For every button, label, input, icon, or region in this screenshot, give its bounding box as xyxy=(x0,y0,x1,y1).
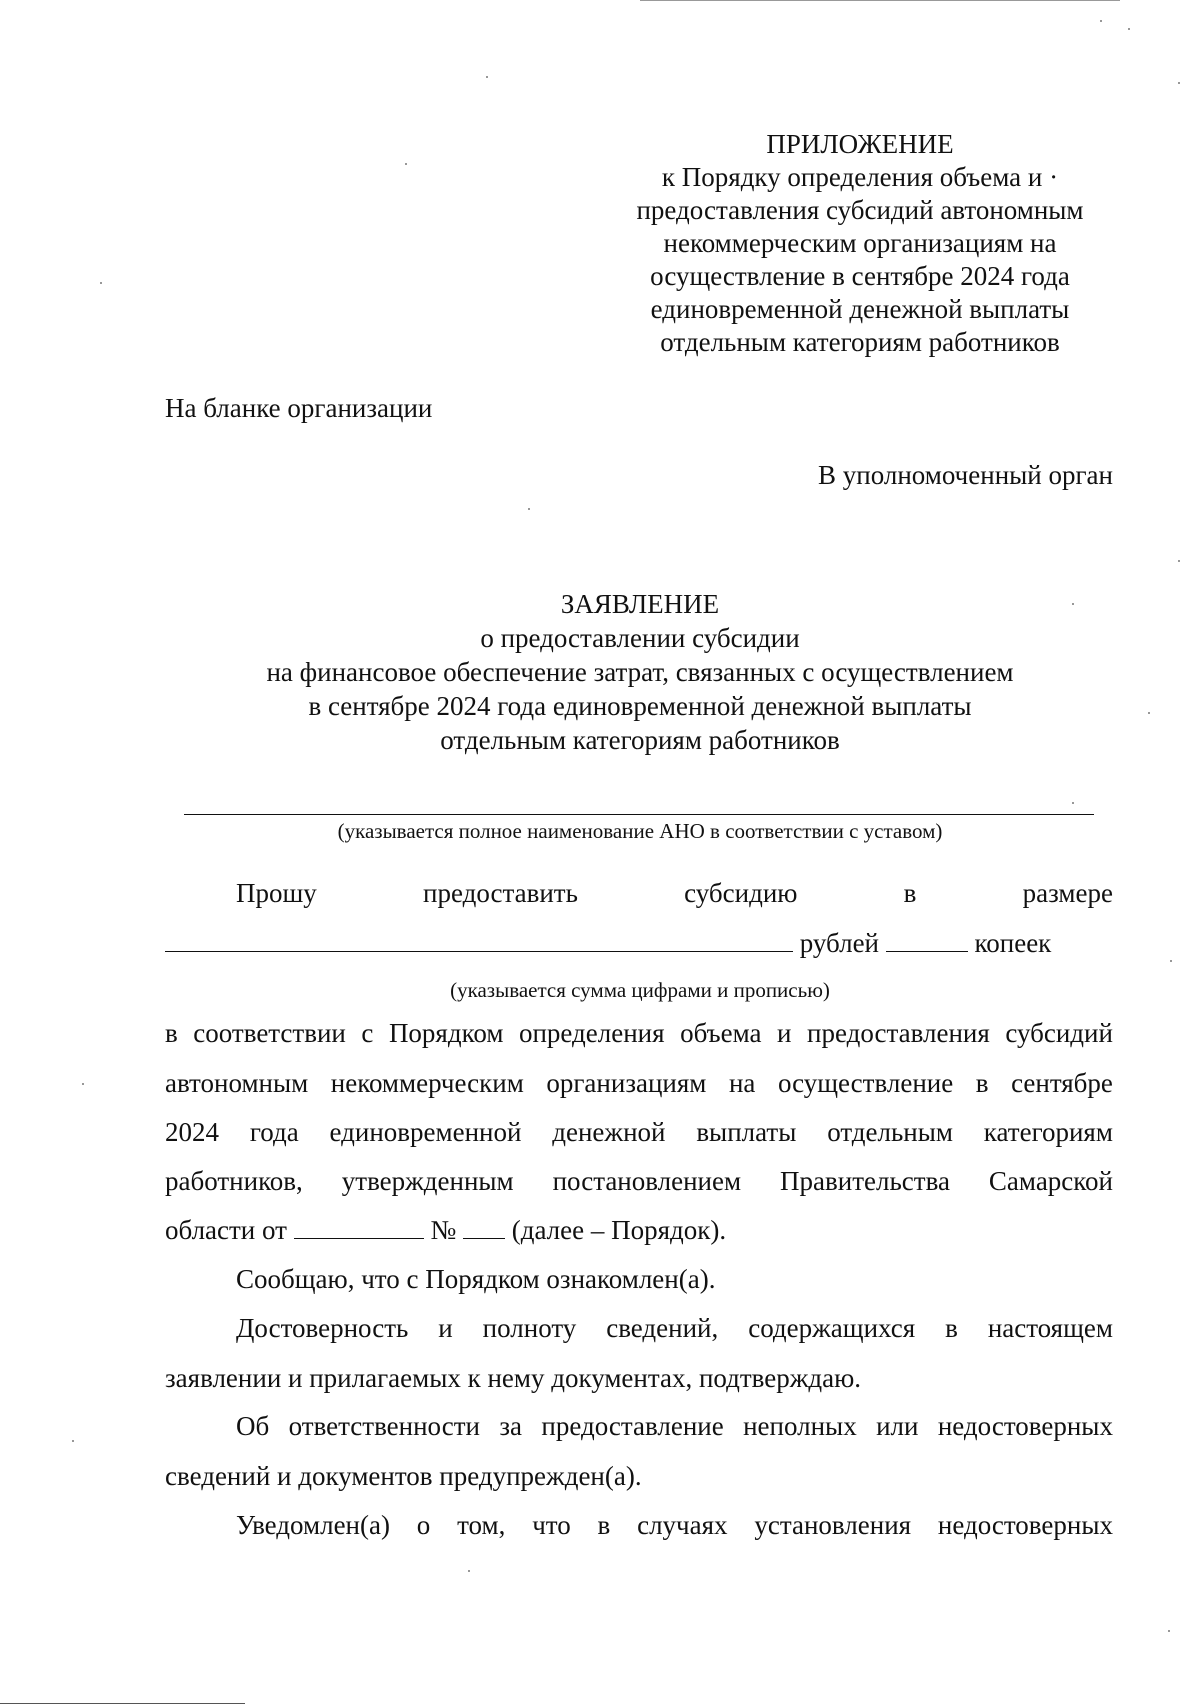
org-name-blank-line[interactable] xyxy=(184,814,1094,815)
scan-speck xyxy=(1072,802,1074,804)
appendix-line: к Порядку определения объема и · xyxy=(661,162,1059,192)
scan-speck xyxy=(486,76,488,78)
word: некоммерческим xyxy=(330,1068,524,1098)
scan-speck xyxy=(100,282,102,284)
scan-speck xyxy=(1148,712,1150,714)
org-name-hint: (указывается полное наименование АНО в соответствии с уставом) xyxy=(337,819,943,843)
word: Уведомлен(а) xyxy=(236,1510,390,1540)
word: работников, xyxy=(165,1166,303,1196)
word: предоставление xyxy=(541,1411,724,1441)
paragraph-line xyxy=(165,1018,1113,1049)
word: автономным xyxy=(165,1068,309,1098)
word: о xyxy=(416,1510,431,1540)
paragraph-line xyxy=(165,1068,1113,1099)
scan-speck xyxy=(1100,20,1102,22)
decree-date-blank[interactable] xyxy=(294,1216,424,1239)
scan-speck xyxy=(528,508,530,510)
word: или xyxy=(876,1411,919,1441)
appendix-header xyxy=(600,128,1120,359)
word: и xyxy=(438,1313,453,1343)
paragraph-line: заявлении и прилагаемых к нему документах, подтверждаю. xyxy=(165,1363,862,1393)
scan-speck xyxy=(1170,960,1172,962)
word: отдельным xyxy=(827,1117,953,1147)
kopecks-label: копеек xyxy=(974,928,1052,958)
word: соответствии xyxy=(193,1018,346,1048)
request-line xyxy=(236,878,1113,909)
word: Правительства xyxy=(780,1166,950,1196)
word: случаях xyxy=(637,1510,728,1540)
word: установления xyxy=(754,1510,912,1540)
appendix-line: отдельным категориям работников xyxy=(660,327,1060,357)
request-word: Прошу xyxy=(236,878,317,908)
scan-speck xyxy=(72,1440,74,1442)
word: ответственности xyxy=(288,1411,480,1441)
word: постановлением xyxy=(552,1166,742,1196)
paragraph-line xyxy=(236,1313,1113,1344)
scan-edge-bottom xyxy=(0,1703,245,1704)
number-sign: № xyxy=(430,1215,457,1245)
word: 2024 xyxy=(165,1117,219,1147)
scan-speck xyxy=(405,163,407,165)
word: осуществление xyxy=(777,1068,954,1098)
word: недостоверных xyxy=(937,1411,1113,1441)
word: в xyxy=(165,1018,178,1048)
request-word: субсидию xyxy=(684,878,798,908)
word: Об xyxy=(236,1411,270,1441)
word: на xyxy=(728,1068,756,1098)
word: сентябре xyxy=(1011,1068,1113,1098)
letterhead-note: На бланке организации xyxy=(165,393,433,423)
decree-suffix: (далее – Порядок). xyxy=(511,1215,727,1245)
word: полноту xyxy=(482,1313,577,1343)
scan-speck xyxy=(1128,28,1130,30)
word: утвержденным xyxy=(341,1166,514,1196)
word: объема xyxy=(680,1018,762,1048)
appendix-line: предоставления субсидий автономным xyxy=(636,195,1084,225)
appendix-line: некоммерческим организациям на xyxy=(663,228,1057,258)
request-word: размере xyxy=(1022,878,1113,908)
word: в xyxy=(975,1068,989,1098)
amount-line xyxy=(165,928,1051,959)
paragraph-line: сведений и документов предупрежден(а). xyxy=(165,1461,642,1491)
word: Достоверность xyxy=(236,1313,409,1343)
decree-prefix: области от xyxy=(165,1215,287,1245)
word: за xyxy=(499,1411,522,1441)
word: и xyxy=(777,1018,792,1048)
word: неполных xyxy=(743,1411,857,1441)
appendix-title: ПРИЛОЖЕНИЕ xyxy=(766,129,954,159)
statement-title-block xyxy=(0,587,1200,757)
scan-speck xyxy=(468,1570,470,1572)
addressee: В уполномоченный орган xyxy=(818,460,1113,490)
word: с xyxy=(361,1018,374,1048)
paragraph-line xyxy=(165,1117,1113,1148)
word: выплаты xyxy=(696,1117,797,1147)
word: недостоверных xyxy=(937,1510,1113,1540)
word: в xyxy=(945,1313,958,1343)
word: Самарской xyxy=(988,1166,1113,1196)
word: том, xyxy=(457,1510,506,1540)
scan-edge-top xyxy=(640,0,1120,1)
amount-hint: (указывается сумма цифрами и прописью) xyxy=(450,978,830,1002)
paragraph-line-decree xyxy=(165,1215,726,1246)
word: денежной xyxy=(552,1117,666,1147)
word: Порядком xyxy=(388,1018,504,1048)
scan-speck xyxy=(1072,603,1074,605)
word: в xyxy=(597,1510,611,1540)
statement-subtitle-line: в сентябре 2024 года единовременной денежной выплаты xyxy=(308,691,972,721)
paragraph-line xyxy=(165,1166,1113,1197)
word: сведений, xyxy=(606,1313,719,1343)
appendix-line: единовременной денежной выплаты xyxy=(650,294,1070,324)
scan-speck xyxy=(82,1083,84,1085)
word: предоставления xyxy=(807,1018,990,1048)
statement-subtitle-line: на финансовое обеспечение затрат, связанных с осуществлением xyxy=(266,657,1014,687)
word: определения xyxy=(518,1018,665,1048)
scan-speck xyxy=(1178,560,1180,562)
paragraph-acknowledged: Сообщаю, что с Порядком ознакомлен(а). xyxy=(236,1264,716,1294)
word: категориям xyxy=(983,1117,1113,1147)
rubles-amount-blank[interactable] xyxy=(165,929,793,952)
statement-subtitle-line: о предоставлении субсидии xyxy=(480,623,800,653)
word: года xyxy=(249,1117,299,1147)
word: что xyxy=(532,1510,571,1540)
word: настоящем xyxy=(987,1313,1113,1343)
request-word: предоставить xyxy=(423,878,578,908)
scan-speck xyxy=(1178,82,1180,84)
paragraph-line xyxy=(236,1411,1113,1442)
word: единовременной xyxy=(329,1117,522,1147)
word: организациям xyxy=(546,1068,707,1098)
word: содержащихся xyxy=(748,1313,916,1343)
kopecks-amount-blank[interactable] xyxy=(886,929,968,952)
rubles-label: рублей xyxy=(799,928,880,958)
request-word: в xyxy=(903,878,917,908)
statement-title: ЗАЯВЛЕНИЕ xyxy=(560,589,720,619)
statement-subtitle-line: отдельным категориям работников xyxy=(440,725,840,755)
scan-speck xyxy=(1168,1630,1170,1632)
decree-number-blank[interactable] xyxy=(463,1216,505,1239)
word: субсидий xyxy=(1005,1018,1113,1048)
paragraph-line xyxy=(236,1510,1113,1541)
appendix-line: осуществление в сентябре 2024 года xyxy=(650,261,1070,291)
